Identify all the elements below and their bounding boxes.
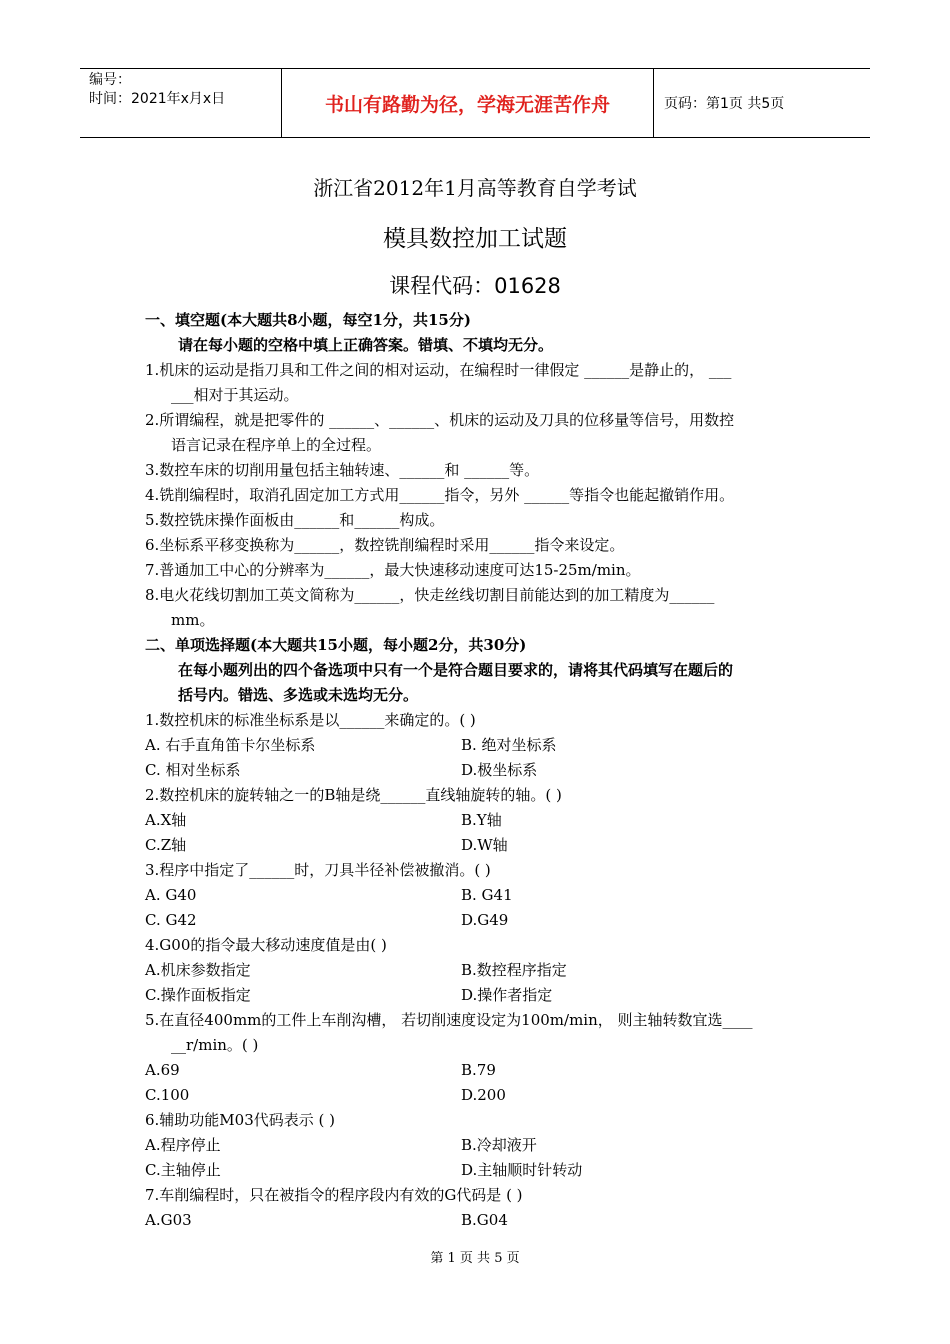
question-stem: __r/min。( ) bbox=[171, 1036, 259, 1054]
question-stem: 3.程序中指定了______时，刀具半径补偿被撤消。( ) bbox=[145, 861, 491, 879]
option-row bbox=[145, 958, 810, 983]
section2-instruction bbox=[145, 658, 810, 708]
question-line: ___相对于其运动。 bbox=[171, 386, 299, 404]
instruction-line: 括号内。错选、多选或未选均无分。 bbox=[178, 686, 419, 704]
answer-option: B.数控程序指定 bbox=[461, 961, 567, 979]
answer-option: D.操作者指定 bbox=[461, 986, 553, 1004]
section1-heading: 一、填空题(本大题共8小题，每空1分，共15分) bbox=[145, 311, 471, 329]
question-line: 语言记录在程序单上的全过程。 bbox=[171, 436, 382, 454]
question-line: 5.数控铣床操作面板由______和______构成。 bbox=[145, 511, 445, 529]
serial-label: 编号： bbox=[89, 72, 131, 88]
exam-title: 浙江省2012年1月高等教育自学考试 bbox=[313, 176, 637, 200]
answer-option: A. G40 bbox=[145, 886, 197, 904]
question-line: 3.数控车床的切削用量包括主轴转速、______和 ______等。 bbox=[145, 461, 540, 479]
section1-instruction: 请在每小题的空格中填上正确答案。错填、不填均无分。 bbox=[178, 336, 554, 354]
answer-option: A.G03 bbox=[145, 1211, 192, 1229]
option-row bbox=[145, 758, 810, 783]
question-line: 2.所谓编程，就是把零件的 ______、______、机床的运动及刀具的位移量等信号，用数控 bbox=[145, 411, 735, 429]
choice-question bbox=[145, 708, 810, 783]
question-line: 4.铣削编程时，取消孔固定加工方式用______指令，另外 ______等指令也能起撤销作用。 bbox=[145, 486, 735, 504]
date-line: 时间：2021年x月x日 bbox=[89, 91, 226, 107]
answer-option: D.W轴 bbox=[461, 836, 508, 854]
choice-question bbox=[145, 933, 810, 1008]
answer-option: C.Z轴 bbox=[145, 836, 187, 854]
choice-question bbox=[145, 1183, 810, 1233]
question-line: 1.机床的运动是指刀具和工件之间的相对运动，在编程时一律假定 ______是静止的， ___ bbox=[145, 361, 732, 379]
question-line: 7.普通加工中心的分辨率为______，最大快速移动速度可达15-25m/min。 bbox=[145, 561, 641, 579]
option-row bbox=[145, 908, 810, 933]
answer-option: C. G42 bbox=[145, 911, 197, 929]
answer-option: D.G49 bbox=[461, 911, 509, 929]
choice-question bbox=[145, 1108, 810, 1183]
question-stem: 5.在直径400mm的工件上车削沟槽， 若切削速度设定为100m/min， 则主轴转数宜选____ bbox=[145, 1011, 753, 1029]
answer-option: A.程序停止 bbox=[145, 1136, 221, 1154]
question-stem: 1.数控机床的标准坐标系是以______来确定的。( ) bbox=[145, 711, 476, 729]
answer-option: C.操作面板指定 bbox=[145, 986, 251, 1004]
question-stem: 2.数控机床的旋转轴之一的B轴是绕______直线轴旋转的轴。( ) bbox=[145, 786, 562, 804]
answer-option: D.极坐标系 bbox=[461, 761, 538, 779]
option-row bbox=[145, 883, 810, 908]
document-header bbox=[80, 68, 870, 138]
answer-option: C.主轴停止 bbox=[145, 1161, 221, 1179]
answer-option: B. 绝对坐标系 bbox=[461, 736, 557, 754]
answer-option: D.主轴顺时针转动 bbox=[461, 1161, 583, 1179]
page-footer: 第 1 页 共 5 页 bbox=[430, 1251, 520, 1266]
choice-question bbox=[145, 783, 810, 858]
question-stem: 6.辅助功能M03代码表示 ( ) bbox=[145, 1111, 335, 1129]
option-row bbox=[145, 833, 810, 858]
answer-option: B.Y轴 bbox=[461, 811, 502, 829]
answer-option: B.冷却液开 bbox=[461, 1136, 537, 1154]
header-motto: 书山有路勤为径，学海无涯苦作舟 bbox=[281, 69, 654, 137]
answer-option: A. 右手直角笛卡尔坐标系 bbox=[145, 736, 316, 754]
header-page-info: 页码：第1页 共5页 bbox=[664, 96, 785, 112]
answer-option: C. 相对坐标系 bbox=[145, 761, 241, 779]
answer-option: A.机床参数指定 bbox=[145, 961, 251, 979]
option-row bbox=[145, 1158, 810, 1183]
option-row bbox=[145, 1083, 810, 1108]
question-stem: 7.车削编程时，只在被指令的程序段内有效的G代码是 ( ) bbox=[145, 1186, 523, 1204]
option-row bbox=[145, 1058, 810, 1083]
option-row bbox=[145, 983, 810, 1008]
choice-question bbox=[145, 1008, 810, 1108]
header-meta bbox=[80, 69, 281, 137]
instruction-line: 在每小题列出的四个备选项中只有一个是符合题目要求的，请将其代码填写在题后的 bbox=[178, 661, 734, 679]
answer-option: A.69 bbox=[145, 1061, 180, 1079]
answer-option: B.G04 bbox=[461, 1211, 508, 1229]
section1-questions bbox=[145, 358, 810, 633]
question-line: mm。 bbox=[171, 611, 215, 629]
answer-option: D.200 bbox=[461, 1086, 506, 1104]
answer-option: B. G41 bbox=[461, 886, 513, 904]
option-row bbox=[145, 733, 810, 758]
choice-question bbox=[145, 858, 810, 933]
answer-option: A.X轴 bbox=[145, 811, 187, 829]
subject-title: 模具数控加工试题 bbox=[383, 226, 567, 252]
section2-heading: 二、单项选择题(本大题共15小题，每小题2分，共30分) bbox=[145, 636, 527, 654]
section2-questions bbox=[145, 708, 810, 1233]
question-stem: 4.G00的指令最大移动速度值是由( ) bbox=[145, 936, 387, 954]
option-row bbox=[145, 808, 810, 833]
question-line: 6.坐标系平移变换称为______，数控铣削编程时采用______指令来设定。 bbox=[145, 536, 625, 554]
question-line: 8.电火花线切割加工英文简称为______，快走丝线切割目前能达到的加工精度为______ bbox=[145, 586, 715, 604]
answer-option: B.79 bbox=[461, 1061, 496, 1079]
answer-option: C.100 bbox=[145, 1086, 190, 1104]
option-row bbox=[145, 1133, 810, 1158]
option-row bbox=[145, 1208, 810, 1233]
course-code: 课程代码：01628 bbox=[389, 274, 561, 298]
exam-body bbox=[145, 308, 810, 1233]
